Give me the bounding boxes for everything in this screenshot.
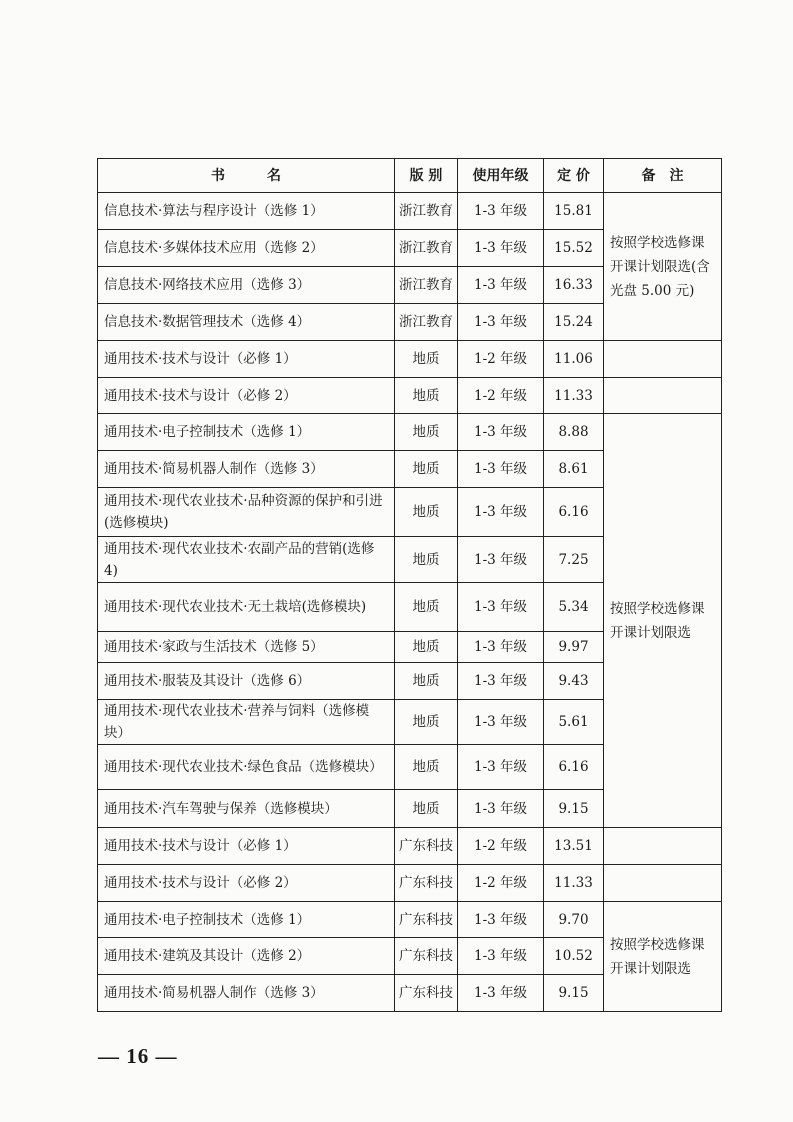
grade-cell: 1-2 年级 [458, 865, 544, 902]
grade-cell: 1-3 年级 [458, 451, 544, 488]
table-row [98, 902, 722, 938]
price-cell: 7.25 [544, 537, 604, 583]
book-name-cell: 通用技术·服装及其设计（选修 6） [98, 663, 395, 700]
price-cell: 9.70 [544, 902, 604, 938]
remarks-cell [604, 828, 722, 865]
price-cell: 6.16 [544, 745, 604, 790]
book-name-cell: 通用技术·电子控制技术（选修 1） [98, 414, 395, 451]
table-row [98, 828, 722, 865]
remarks-cell [604, 341, 722, 378]
price-cell: 8.61 [544, 451, 604, 488]
publisher-cell: 广东科技 [395, 975, 458, 1012]
book-name-cell: 信息技术·算法与程序设计（选修 1） [98, 193, 395, 230]
grade-cell: 1-3 年级 [458, 267, 544, 304]
table-row [98, 341, 722, 378]
book-name-cell: 通用技术·简易机器人制作（选修 3） [98, 451, 395, 488]
grade-cell: 1-3 年级 [458, 745, 544, 790]
publisher-cell: 地质 [395, 663, 458, 700]
header-price: 定 价 [544, 159, 604, 193]
remarks-cell [604, 865, 722, 902]
publisher-cell: 广东科技 [395, 938, 458, 975]
price-cell: 9.15 [544, 790, 604, 828]
grade-cell: 1-3 年级 [458, 537, 544, 583]
price-cell: 16.33 [544, 267, 604, 304]
grade-cell: 1-2 年级 [458, 341, 544, 378]
publisher-cell: 地质 [395, 414, 458, 451]
textbook-table [97, 158, 722, 1012]
grade-cell: 1-3 年级 [458, 304, 544, 341]
publisher-cell: 地质 [395, 583, 458, 632]
price-cell: 11.33 [544, 378, 604, 414]
publisher-cell: 广东科技 [395, 828, 458, 865]
grade-cell: 1-3 年级 [458, 938, 544, 975]
publisher-cell: 地质 [395, 790, 458, 828]
publisher-cell: 浙江教育 [395, 193, 458, 230]
grade-cell: 1-3 年级 [458, 230, 544, 267]
grade-cell: 1-2 年级 [458, 378, 544, 414]
publisher-cell: 地质 [395, 700, 458, 745]
price-cell: 8.88 [544, 414, 604, 451]
book-name-cell: 通用技术·现代农业技术·品种资源的保护和引进(选修模块) [98, 488, 395, 537]
book-name-cell: 通用技术·建筑及其设计（选修 2） [98, 938, 395, 975]
grade-cell: 1-3 年级 [458, 700, 544, 745]
price-cell: 9.15 [544, 975, 604, 1012]
header-book-name: 书 名 [98, 159, 395, 193]
price-cell: 5.61 [544, 700, 604, 745]
remarks-cell [604, 378, 722, 414]
table-header-row [98, 159, 722, 193]
book-name-cell: 通用技术·技术与设计（必修 2） [98, 378, 395, 414]
table-row [98, 865, 722, 902]
grade-cell: 1-3 年级 [458, 193, 544, 230]
book-name-cell: 通用技术·电子控制技术（选修 1） [98, 902, 395, 938]
book-name-cell: 通用技术·技术与设计（必修 1） [98, 341, 395, 378]
header-grade: 使用年级 [458, 159, 544, 193]
grade-cell: 1-3 年级 [458, 583, 544, 632]
publisher-cell: 地质 [395, 488, 458, 537]
table-row [98, 378, 722, 414]
publisher-cell: 浙江教育 [395, 304, 458, 341]
publisher-cell: 地质 [395, 341, 458, 378]
price-cell: 11.33 [544, 865, 604, 902]
book-name-cell: 通用技术·现代农业技术·无土栽培(选修模块) [98, 583, 395, 632]
publisher-cell: 地质 [395, 378, 458, 414]
publisher-cell: 浙江教育 [395, 230, 458, 267]
publisher-cell: 广东科技 [395, 902, 458, 938]
grade-cell: 1-3 年级 [458, 632, 544, 663]
book-name-cell: 通用技术·现代农业技术·农副产品的营销(选修 4) [98, 537, 395, 583]
publisher-cell: 地质 [395, 451, 458, 488]
book-name-cell: 通用技术·现代农业技术·绿色食品（选修模块） [98, 745, 395, 790]
book-name-cell: 通用技术·技术与设计（必修 1） [98, 828, 395, 865]
publisher-cell: 地质 [395, 745, 458, 790]
price-cell: 11.06 [544, 341, 604, 378]
price-cell: 6.16 [544, 488, 604, 537]
book-name-cell: 信息技术·数据管理技术（选修 4） [98, 304, 395, 341]
header-remarks: 备 注 [604, 159, 722, 193]
book-name-cell: 通用技术·汽车驾驶与保养（选修模块） [98, 790, 395, 828]
table-row [98, 414, 722, 451]
book-name-cell: 通用技术·家政与生活技术（选修 5） [98, 632, 395, 663]
price-cell: 10.52 [544, 938, 604, 975]
price-cell: 15.81 [544, 193, 604, 230]
table-body [98, 193, 722, 1012]
price-cell: 9.97 [544, 632, 604, 663]
publisher-cell: 地质 [395, 632, 458, 663]
publisher-cell: 地质 [395, 537, 458, 583]
grade-cell: 1-3 年级 [458, 902, 544, 938]
publisher-cell: 广东科技 [395, 865, 458, 902]
book-name-cell: 信息技术·多媒体技术应用（选修 2） [98, 230, 395, 267]
price-cell: 15.24 [544, 304, 604, 341]
book-name-cell: 通用技术·现代农业技术·营养与饲料（选修模块） [98, 700, 395, 745]
price-cell: 15.52 [544, 230, 604, 267]
grade-cell: 1-3 年级 [458, 663, 544, 700]
price-cell: 5.34 [544, 583, 604, 632]
book-name-cell: 信息技术·网络技术应用（选修 3） [98, 267, 395, 304]
header-publisher: 版 别 [395, 159, 458, 193]
grade-cell: 1-2 年级 [458, 828, 544, 865]
price-cell: 13.51 [544, 828, 604, 865]
page-number: — 16 — [98, 1044, 178, 1068]
grade-cell: 1-3 年级 [458, 975, 544, 1012]
book-name-cell: 通用技术·简易机器人制作（选修 3） [98, 975, 395, 1012]
table-row [98, 193, 722, 230]
price-cell: 9.43 [544, 663, 604, 700]
remarks-cell: 按照学校选修课开课计划限选 [604, 902, 722, 1012]
publisher-cell: 浙江教育 [395, 267, 458, 304]
grade-cell: 1-3 年级 [458, 488, 544, 537]
book-name-cell: 通用技术·技术与设计（必修 2） [98, 865, 395, 902]
remarks-cell: 按照学校选修课开课计划限选(含光盘 5.00 元) [604, 193, 722, 341]
grade-cell: 1-3 年级 [458, 414, 544, 451]
remarks-cell: 按照学校选修课开课计划限选 [604, 414, 722, 828]
grade-cell: 1-3 年级 [458, 790, 544, 828]
